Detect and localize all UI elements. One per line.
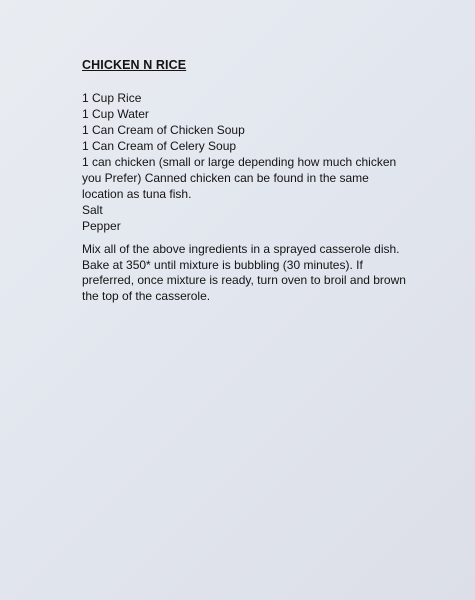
ingredient-list <box>82 90 412 234</box>
ingredient-item: 1 Can Cream of Celery Soup <box>82 139 237 153</box>
recipe-instructions: Mix all of the above ingredients in a sprayed casserole dish. Bake at 350* until mixture is bubbling (30 minutes). If preferred, once mixture is ready, turn oven to broil and brown the top of the casserole. <box>82 242 406 303</box>
recipe-title: CHICKEN N RICE <box>82 58 187 72</box>
ingredient-item: 1 Cup Rice <box>82 91 142 105</box>
ingredient-item: 1 Can Cream of Chicken Soup <box>82 123 245 137</box>
ingredient-item: 1 Cup Water <box>82 107 149 121</box>
ingredient-item: Pepper <box>82 219 121 233</box>
ingredient-item: 1 can chicken (small or large depending how much chicken you Prefer) Canned chicken can be found in the same location as tuna fish. <box>82 155 397 201</box>
ingredient-item: Salt <box>82 203 103 217</box>
